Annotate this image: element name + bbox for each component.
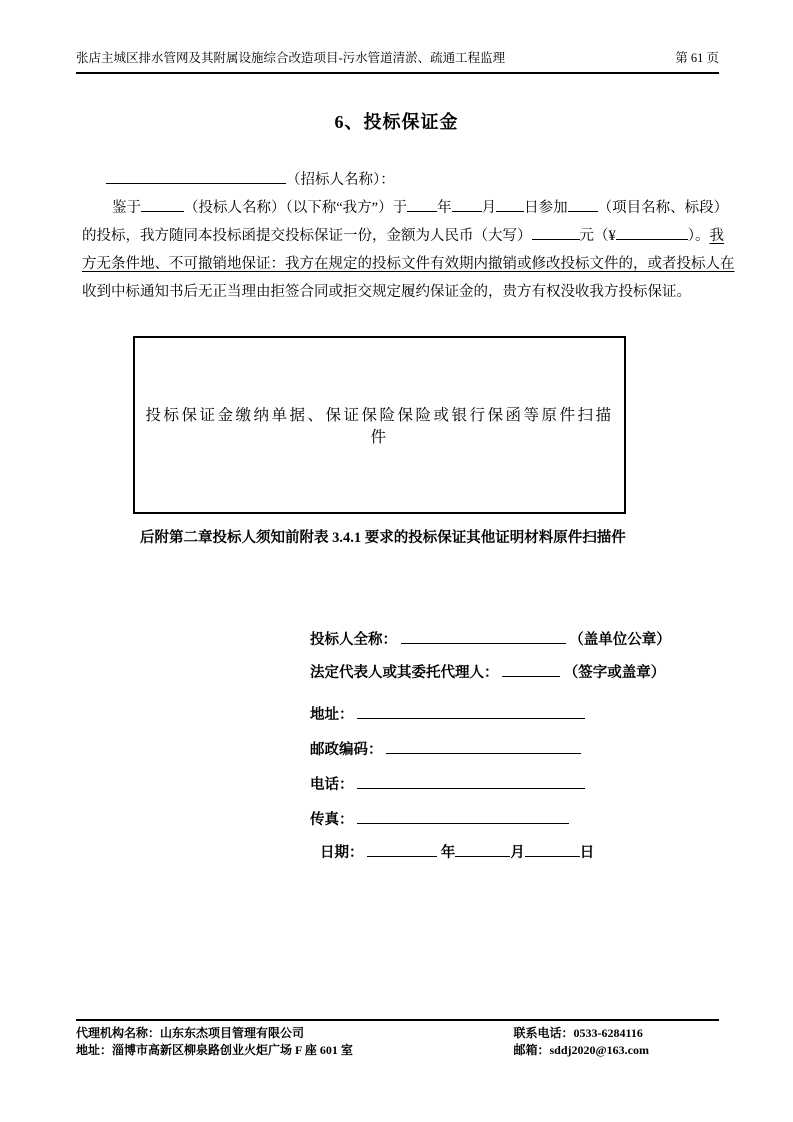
year-label: 年 <box>440 845 456 861</box>
bidder-name-field <box>401 629 566 644</box>
address-field <box>357 704 585 719</box>
form-row-date <box>320 841 594 862</box>
postcode-label: 邮政编码： <box>310 742 383 758</box>
representative-label: 法定代表人或其委托代理人： <box>310 665 499 681</box>
page-header <box>76 48 719 74</box>
representative-suffix: （签字或盖章） <box>563 665 666 681</box>
footer-email: 邮箱：sddj2020@163.com <box>513 1043 649 1057</box>
footer-right-column <box>514 1025 650 1059</box>
date-label: 日期： <box>320 845 364 861</box>
text-segment: 收到中标通知书后无正当理由拒签合同或拒交规定履约保证金的，贵方有权没收我方投标保证。 <box>82 284 691 300</box>
page-footer <box>76 1019 719 1059</box>
month-blank <box>452 197 482 212</box>
box-note: 后附第二章投标人须知前附表 3.4.1 要求的投标保证其他证明材料原件扫描件 <box>140 530 626 546</box>
header-project-title: 张店主城区排水管网及其附属设施综合改造项目-污水管道清淤、疏通工程监理 <box>76 51 506 65</box>
paragraph-line-2 <box>82 196 729 217</box>
bidder-name-blank <box>141 197 184 212</box>
bidder-suffix: （盖单位公章） <box>569 632 671 648</box>
paragraph-line-4 <box>82 252 735 273</box>
form-row-fax <box>310 808 569 829</box>
text-segment: 日参加 <box>524 200 568 216</box>
paragraph-line-3 <box>82 224 724 245</box>
text-segment: （项目名称、标段） <box>597 200 729 216</box>
form-row-bidder <box>310 628 671 649</box>
address-label: 地址： <box>310 707 354 723</box>
text-segment: （投标人名称）（以下称“我方”）于 <box>184 200 408 216</box>
salutation-line <box>82 168 721 189</box>
scan-box-text: 投标保证金缴纳单据、保证保险保险或银行保函等原件扫描件 <box>145 407 614 446</box>
footer-address: 地址：淄博市高新区柳泉路创业火炬广场 F 座 601 室 <box>76 1043 353 1057</box>
text-segment: 月 <box>481 200 497 216</box>
footer-left-column <box>76 1025 353 1059</box>
month-label: 月 <box>510 845 525 861</box>
scan-placeholder-box <box>133 336 626 514</box>
amount-words-blank <box>532 225 580 240</box>
form-row-postcode <box>310 738 581 759</box>
text-segment: 鉴于 <box>112 200 141 216</box>
text-segment: 元（¥ <box>579 228 616 244</box>
year-blank <box>407 197 437 212</box>
phone-field <box>357 774 585 789</box>
form-row-phone <box>310 773 585 794</box>
bidder-label: 投标人全称： <box>310 632 397 648</box>
representative-field <box>502 662 560 677</box>
amount-figures-blank <box>616 225 688 240</box>
date-day-field <box>525 842 580 857</box>
day-label: 日 <box>579 845 595 861</box>
body-paragraph <box>82 168 735 308</box>
postcode-field <box>386 739 581 754</box>
project-name-blank <box>568 197 598 212</box>
form-row-representative <box>310 661 665 682</box>
footer-phone: 联系电话：0533-6284116 <box>513 1026 643 1040</box>
footer-agency: 代理机构名称：山东东杰项目管理有限公司 <box>76 1026 305 1040</box>
salutation-suffix: （招标人名称）： <box>286 172 395 188</box>
day-blank <box>496 197 524 212</box>
text-segment: ）。 <box>687 228 710 244</box>
fax-label: 传真： <box>310 812 354 828</box>
date-year-field <box>367 842 437 857</box>
text-segment: 的投标，我方随同本投标函提交投标保证一份，金额为人民币（大写） <box>82 228 532 244</box>
section-title: 6、投标保证金 <box>334 112 459 132</box>
underlined-text: 方无条件地、不可撤销地保证：我方在规定的投标文件有效期内撤销或修改投标文件的，或者投标人在 <box>82 256 735 272</box>
underlined-text: 我 <box>709 228 724 244</box>
form-row-address <box>310 703 585 724</box>
text-segment: 年 <box>437 200 452 216</box>
paragraph-line-5 <box>82 280 721 301</box>
header-page-number: 第 61 页 <box>675 51 719 65</box>
date-month-field <box>455 842 510 857</box>
fax-field <box>357 809 569 824</box>
phone-label: 电话： <box>310 777 354 793</box>
tenderee-name-blank <box>106 169 286 184</box>
